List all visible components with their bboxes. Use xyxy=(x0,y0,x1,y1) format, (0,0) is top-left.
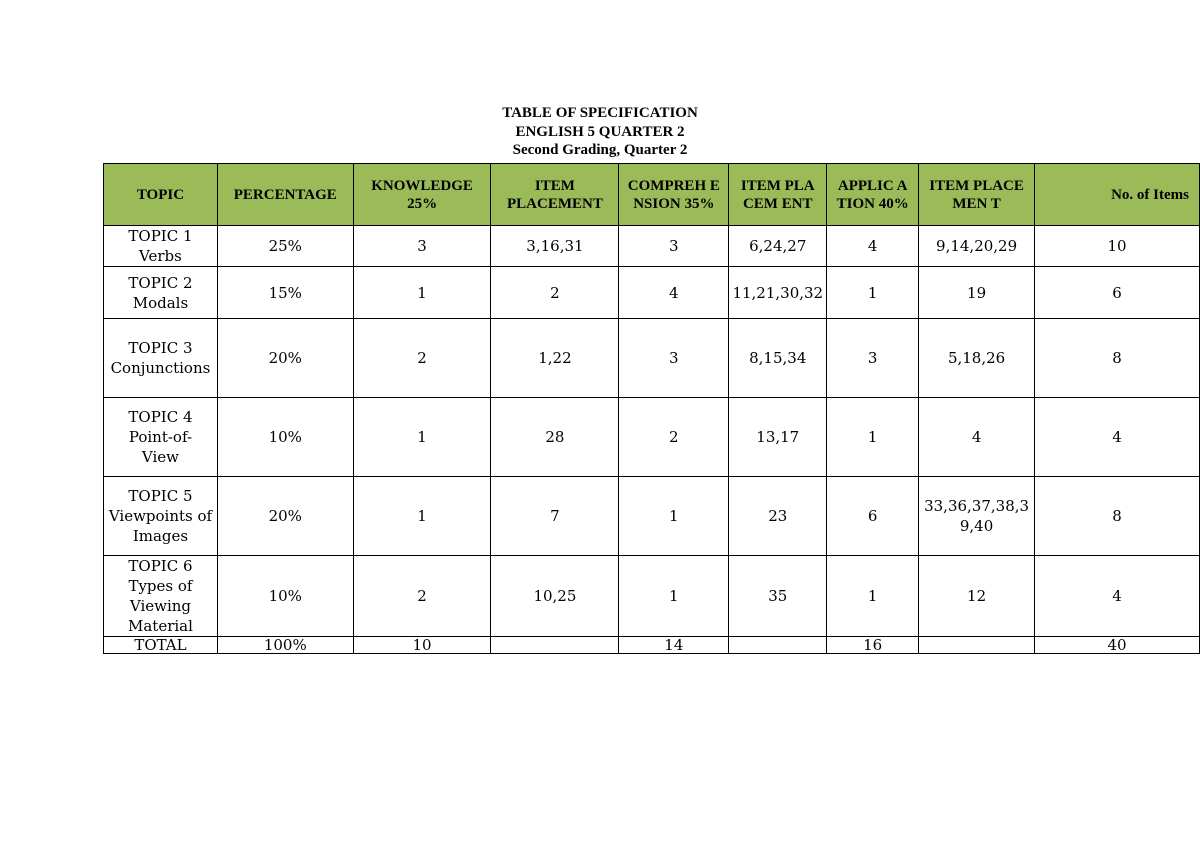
placement-knowledge-cell: 1,22 xyxy=(491,319,619,398)
document-subtitle: ENGLISH 5 QUARTER 2 xyxy=(515,124,685,140)
topic-name: Conjunctions xyxy=(110,359,211,377)
header-percentage: PERCENTAGE xyxy=(217,164,353,226)
comprehension-cell: 1 xyxy=(619,556,729,637)
header-no-of-items: No. of Items xyxy=(1035,164,1200,226)
knowledge-cell: 2 xyxy=(353,319,491,398)
header-knowledge-label: KNOWLEDGE 25% xyxy=(371,177,473,212)
placement-application-cell: 5,18,26 xyxy=(919,319,1035,398)
header-item-placement-application-label: ITEM PLACEMEN T xyxy=(929,177,1024,212)
header-item-placement-knowledge xyxy=(491,164,619,226)
placement-application-cell: 19 xyxy=(919,267,1035,319)
document-grading-period: Second Grading, Quarter 2 xyxy=(512,142,688,158)
comprehension-cell: 3 xyxy=(619,319,729,398)
topic-name: Point-of- xyxy=(128,428,193,446)
topic-label: TOPIC 5 xyxy=(128,487,193,505)
total-placement-application xyxy=(919,637,1035,654)
topic-cell xyxy=(104,556,218,637)
percentage-cell: 20% xyxy=(217,477,353,556)
specification-table xyxy=(103,163,1200,654)
header-item-placement-knowledge-label: ITEM PLACEMENT xyxy=(507,177,603,212)
total-placement-knowledge xyxy=(491,637,619,654)
header-comprehension xyxy=(619,164,729,226)
topic-label: TOPIC 4 xyxy=(128,408,193,426)
title-block xyxy=(0,104,1200,159)
application-cell: 1 xyxy=(827,556,919,637)
topic-label: TOPIC 6 xyxy=(128,557,193,575)
placement-knowledge-cell: 28 xyxy=(491,398,619,477)
comprehension-cell: 3 xyxy=(619,226,729,267)
header-comprehension-label: COMPREH ENSION 35% xyxy=(627,177,720,212)
table-row xyxy=(104,319,1200,398)
percentage-cell: 25% xyxy=(217,226,353,267)
items-cell: 4 xyxy=(1035,556,1200,637)
percentage-cell: 15% xyxy=(217,267,353,319)
header-knowledge xyxy=(353,164,491,226)
header-application-label: APPLIC ATION 40% xyxy=(836,177,909,212)
topic-label: TOPIC 1 xyxy=(128,227,193,245)
table-row xyxy=(104,556,1200,637)
placement-knowledge-cell: 3,16,31 xyxy=(491,226,619,267)
knowledge-cell: 2 xyxy=(353,556,491,637)
total-row xyxy=(104,637,1200,654)
items-cell: 8 xyxy=(1035,319,1200,398)
placement-comprehension-cell: 8,15,34 xyxy=(729,319,827,398)
total-placement-comprehension xyxy=(729,637,827,654)
comprehension-cell: 1 xyxy=(619,477,729,556)
application-cell: 6 xyxy=(827,477,919,556)
topic-cell xyxy=(104,398,218,477)
total-items: 40 xyxy=(1035,637,1200,654)
table-row xyxy=(104,226,1200,267)
topic-name-cont-2: Material xyxy=(127,617,193,635)
placement-application-cell: 12 xyxy=(919,556,1035,637)
placement-comprehension-cell: 6,24,27 xyxy=(729,226,827,267)
placement-comprehension-cell: 35 xyxy=(729,556,827,637)
items-cell: 6 xyxy=(1035,267,1200,319)
header-application xyxy=(827,164,919,226)
application-cell: 1 xyxy=(827,398,919,477)
header-row xyxy=(104,164,1200,226)
total-knowledge: 10 xyxy=(353,637,491,654)
header-item-placement-comprehension xyxy=(729,164,827,226)
application-cell: 4 xyxy=(827,226,919,267)
application-cell: 1 xyxy=(827,267,919,319)
table-row xyxy=(104,267,1200,319)
table-row xyxy=(104,398,1200,477)
comprehension-cell: 2 xyxy=(619,398,729,477)
topic-cell xyxy=(104,267,218,319)
placement-application-cell: 9,14,20,29 xyxy=(919,226,1035,267)
topic-name-cont: Images xyxy=(132,527,189,545)
topic-cell xyxy=(104,477,218,556)
placement-comprehension-cell: 23 xyxy=(729,477,827,556)
topic-cell xyxy=(104,319,218,398)
topic-label: TOPIC 3 xyxy=(128,339,193,357)
placement-knowledge-cell: 2 xyxy=(491,267,619,319)
placement-knowledge-cell: 10,25 xyxy=(491,556,619,637)
total-application: 16 xyxy=(827,637,919,654)
topic-label: TOPIC 2 xyxy=(128,273,193,292)
header-item-placement-application xyxy=(919,164,1035,226)
percentage-cell: 10% xyxy=(217,398,353,477)
items-cell: 4 xyxy=(1035,398,1200,477)
topic-name-cont: Viewing xyxy=(129,597,192,615)
topic-cell xyxy=(104,226,218,267)
table-row xyxy=(104,477,1200,556)
placement-comprehension-cell: 13,17 xyxy=(729,398,827,477)
percentage-cell: 10% xyxy=(217,556,353,637)
knowledge-cell: 3 xyxy=(353,226,491,267)
topic-name: Modals xyxy=(132,293,189,312)
percentage-cell: 20% xyxy=(217,319,353,398)
placement-application-cell: 4 xyxy=(919,398,1035,477)
topic-name: Viewpoints of xyxy=(108,507,213,525)
placement-knowledge-cell: 7 xyxy=(491,477,619,556)
header-topic: TOPIC xyxy=(104,164,218,226)
placement-comprehension-cell: 11,21,30,32 xyxy=(729,267,827,319)
topic-name: Verbs xyxy=(139,247,182,265)
total-label: TOTAL xyxy=(104,637,218,654)
topic-name: Types of xyxy=(128,577,193,595)
knowledge-cell: 1 xyxy=(353,267,491,319)
placement-application-cell: 33,36,37,38,39,40 xyxy=(919,477,1035,556)
knowledge-cell: 1 xyxy=(353,477,491,556)
items-cell: 10 xyxy=(1035,226,1200,267)
items-cell: 8 xyxy=(1035,477,1200,556)
total-percentage: 100% xyxy=(217,637,353,654)
topic-name-cont: View xyxy=(141,448,179,466)
comprehension-cell: 4 xyxy=(619,267,729,319)
document-title: TABLE OF SPECIFICATION xyxy=(502,105,698,121)
header-item-placement-comprehension-label: ITEM PLACEM ENT xyxy=(740,177,815,212)
application-cell: 3 xyxy=(827,319,919,398)
total-comprehension: 14 xyxy=(619,637,729,654)
knowledge-cell: 1 xyxy=(353,398,491,477)
